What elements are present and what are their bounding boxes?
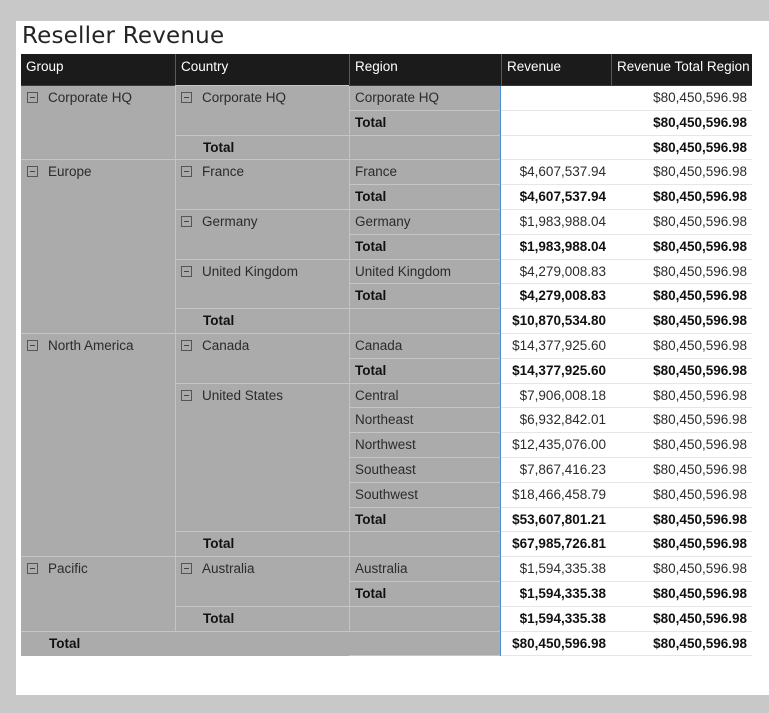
row-divider [501, 333, 752, 334]
row-divider [501, 383, 752, 384]
revenue-total-region-value[interactable]: $80,450,596.98 [653, 412, 747, 428]
country-label[interactable] [175, 210, 349, 235]
group-cell[interactable] [21, 160, 175, 334]
group-total-divider [175, 135, 501, 136]
revenue-total-region-value[interactable]: $80,450,596.98 [653, 610, 747, 626]
report-canvas [16, 21, 769, 695]
row-divider [501, 308, 752, 309]
region-cell[interactable]: Germany [349, 210, 501, 235]
column-divider [349, 86, 350, 632]
revenue-total-region-value[interactable]: $80,450,596.98 [653, 164, 747, 180]
visual-title: Reseller Revenue [22, 23, 225, 49]
row-divider [349, 407, 501, 408]
row-divider [349, 110, 501, 111]
region-cell[interactable]: Corporate HQ [349, 86, 501, 111]
country-label[interactable] [175, 334, 349, 359]
collapse-icon[interactable] [181, 92, 192, 103]
group-label[interactable] [21, 86, 175, 111]
region-cell[interactable]: United Kingdom [349, 260, 501, 285]
revenue-total-region-value[interactable]: $80,450,596.98 [653, 338, 747, 353]
revenue-total-region-value[interactable]: $80,450,596.98 [653, 189, 747, 205]
country-divider [175, 383, 349, 384]
region-cell[interactable]: Northeast [349, 408, 501, 433]
column-header-region[interactable]: Region [349, 54, 501, 86]
row-divider [501, 283, 752, 284]
row-divider [501, 407, 752, 408]
revenue-total-region-value[interactable]: $80,450,596.98 [653, 387, 747, 403]
country-divider [175, 209, 349, 210]
revenue-value[interactable]: $67,985,726.81 [512, 536, 606, 552]
region-cell[interactable]: Total [349, 582, 501, 607]
row-divider [501, 432, 752, 433]
column-header-country[interactable]: Country [175, 54, 349, 86]
column-header-group[interactable]: Group [21, 54, 175, 86]
revenue-total-region-value[interactable]: $80,450,596.98 [653, 288, 747, 304]
group-cell[interactable] [21, 334, 175, 557]
region-cell[interactable]: France [349, 160, 501, 185]
revenue-total-region-value[interactable]: $80,450,596.98 [653, 437, 747, 453]
revenue-value[interactable]: $53,607,801.21 [512, 511, 606, 527]
group-label[interactable] [21, 160, 175, 185]
country-label[interactable] [175, 160, 349, 185]
country-label[interactable] [175, 384, 349, 409]
row-divider [501, 606, 752, 607]
revenue-value[interactable]: $4,279,008.83 [519, 288, 606, 304]
collapse-icon[interactable] [181, 563, 192, 574]
country-label[interactable] [175, 260, 349, 285]
row-divider [501, 135, 752, 136]
revenue-total-region-value[interactable]: $80,450,596.98 [653, 486, 747, 502]
row-divider [349, 457, 501, 458]
region-cell[interactable]: Central [349, 384, 501, 409]
row-divider [349, 383, 501, 384]
group-divider [21, 159, 501, 160]
group-name: Pacific [48, 561, 88, 577]
collapse-icon[interactable] [181, 390, 192, 401]
row-divider [501, 581, 752, 582]
revenue-total-region-value[interactable]: $80,450,596.98 [653, 263, 747, 279]
row-divider [349, 259, 501, 260]
row-divider [501, 259, 752, 260]
row-divider [501, 482, 752, 483]
country-name: Australia [202, 561, 255, 577]
region-cell[interactable]: Australia [349, 557, 501, 582]
group-name: Corporate HQ [48, 90, 133, 105]
revenue-value[interactable]: $1,983,988.04 [519, 238, 606, 254]
row-divider [501, 457, 752, 458]
group-label[interactable] [21, 334, 175, 359]
country-name: Germany [202, 214, 258, 229]
collapse-icon[interactable] [181, 216, 192, 227]
row-header-edge [500, 86, 501, 656]
revenue-total-region-value[interactable]: $80,450,596.98 [653, 536, 747, 552]
collapse-icon[interactable] [27, 92, 38, 103]
revenue-value[interactable]: $1,594,335.38 [519, 561, 606, 577]
country-divider [175, 85, 349, 86]
region-cell[interactable]: Total [349, 235, 501, 260]
revenue-total-region-value[interactable]: $80,450,596.98 [653, 462, 747, 477]
column-header-revenue-total-region[interactable]: Revenue Total Region [611, 54, 752, 86]
row-divider [349, 507, 501, 508]
country-label[interactable] [175, 86, 349, 111]
group-divider [21, 631, 501, 632]
revenue-value[interactable]: $1,594,335.38 [519, 610, 606, 626]
collapse-icon[interactable] [27, 340, 38, 351]
revenue-value[interactable] [501, 111, 611, 136]
revenue-value[interactable]: $1,983,988.04 [519, 214, 606, 229]
country-total-label[interactable]: Total [203, 139, 235, 155]
collapse-icon[interactable] [181, 340, 192, 351]
column-divider [175, 86, 176, 632]
row-divider [349, 283, 501, 284]
grand-total-label[interactable]: Total [49, 635, 81, 651]
group-total-divider [175, 531, 501, 532]
country-name: United States [202, 387, 284, 403]
revenue-value[interactable]: $80,450,596.98 [512, 635, 606, 651]
row-divider [349, 482, 501, 483]
revenue-total-region-value[interactable]: $80,450,596.98 [653, 586, 747, 601]
row-divider [349, 209, 501, 210]
row-divider [349, 234, 501, 235]
row-divider [349, 655, 501, 656]
country-divider [175, 259, 349, 260]
revenue-total-region-value[interactable]: $80,450,596.98 [653, 139, 747, 155]
row-divider [501, 655, 752, 656]
revenue-value[interactable]: $4,279,008.83 [519, 263, 606, 279]
revenue-total-region-value[interactable]: $80,450,596.98 [653, 313, 747, 329]
revenue-total-region-value[interactable]: $80,450,596.98 [653, 114, 747, 130]
revenue-value[interactable]: $7,906,008.18 [519, 387, 606, 403]
row-divider [501, 159, 752, 160]
revenue-total-region-value[interactable]: $80,450,596.98 [653, 362, 747, 378]
collapse-icon[interactable] [27, 166, 38, 177]
group-name: Europe [48, 164, 92, 180]
region-cell[interactable]: Canada [349, 334, 501, 359]
row-divider [501, 184, 752, 185]
region-cell[interactable]: Total [349, 185, 501, 210]
revenue-total-region-value[interactable]: $80,450,596.98 [653, 511, 747, 527]
region-cell[interactable]: Northwest [349, 433, 501, 458]
revenue-total-region-value[interactable]: $80,450,596.98 [653, 635, 747, 651]
country-label[interactable] [175, 557, 349, 582]
row-divider [501, 234, 752, 235]
revenue-value[interactable]: $10,870,534.80 [512, 313, 606, 329]
revenue-value[interactable]: $1,594,335.38 [519, 586, 606, 601]
region-cell[interactable]: Total [349, 284, 501, 309]
revenue-value[interactable] [501, 136, 611, 161]
column-header-revenue[interactable]: Revenue [501, 54, 611, 86]
group-divider [21, 556, 501, 557]
group-divider [21, 333, 501, 334]
country-total-label[interactable]: Total [203, 610, 235, 626]
revenue-value[interactable]: $14,377,925.60 [512, 338, 606, 353]
country-name: United Kingdom [202, 263, 299, 279]
country-name: Canada [202, 338, 250, 353]
row-divider [501, 556, 752, 557]
row-divider [349, 358, 501, 359]
revenue-total-region-value[interactable]: $80,450,596.98 [653, 214, 747, 229]
revenue-value[interactable]: $4,607,537.94 [519, 189, 606, 205]
country-total-label[interactable]: Total [203, 536, 235, 552]
reseller-revenue-matrix [21, 54, 752, 654]
revenue-total-region-value[interactable]: $80,450,596.98 [653, 238, 747, 254]
revenue-value[interactable]: $6,932,842.01 [519, 412, 606, 428]
region-cell[interactable]: Total [349, 508, 501, 533]
revenue-value[interactable]: $4,607,537.94 [519, 164, 606, 180]
collapse-icon[interactable] [27, 563, 38, 574]
region-cell[interactable]: Southeast [349, 458, 501, 483]
region-cell[interactable]: Total [349, 111, 501, 136]
row-divider [501, 209, 752, 210]
group-total-divider [175, 606, 501, 607]
row-divider [349, 184, 501, 185]
revenue-value[interactable]: $18,466,458.79 [512, 486, 606, 502]
row-divider [501, 110, 752, 111]
revenue-value[interactable]: $14,377,925.60 [512, 362, 606, 378]
revenue-total-region-value[interactable]: $80,450,596.98 [653, 561, 747, 577]
country-name: Corporate HQ [202, 90, 287, 105]
row-divider [501, 631, 752, 632]
revenue-value[interactable]: $12,435,076.00 [512, 437, 606, 453]
revenue-value[interactable]: $7,867,416.23 [519, 462, 606, 477]
row-divider [349, 581, 501, 582]
country-name: France [202, 164, 245, 180]
row-divider [501, 531, 752, 532]
collapse-icon[interactable] [181, 166, 192, 177]
region-cell[interactable]: Total [349, 359, 501, 384]
row-divider [501, 507, 752, 508]
collapse-icon[interactable] [181, 266, 192, 277]
country-total-label[interactable]: Total [203, 313, 235, 329]
row-divider [501, 358, 752, 359]
group-name: North America [48, 338, 134, 353]
group-total-divider [175, 308, 501, 309]
region-cell[interactable]: Southwest [349, 483, 501, 508]
revenue-total-region-value[interactable]: $80,450,596.98 [653, 90, 747, 105]
row-divider [349, 432, 501, 433]
group-label[interactable] [21, 557, 175, 582]
revenue-value[interactable] [501, 86, 611, 111]
